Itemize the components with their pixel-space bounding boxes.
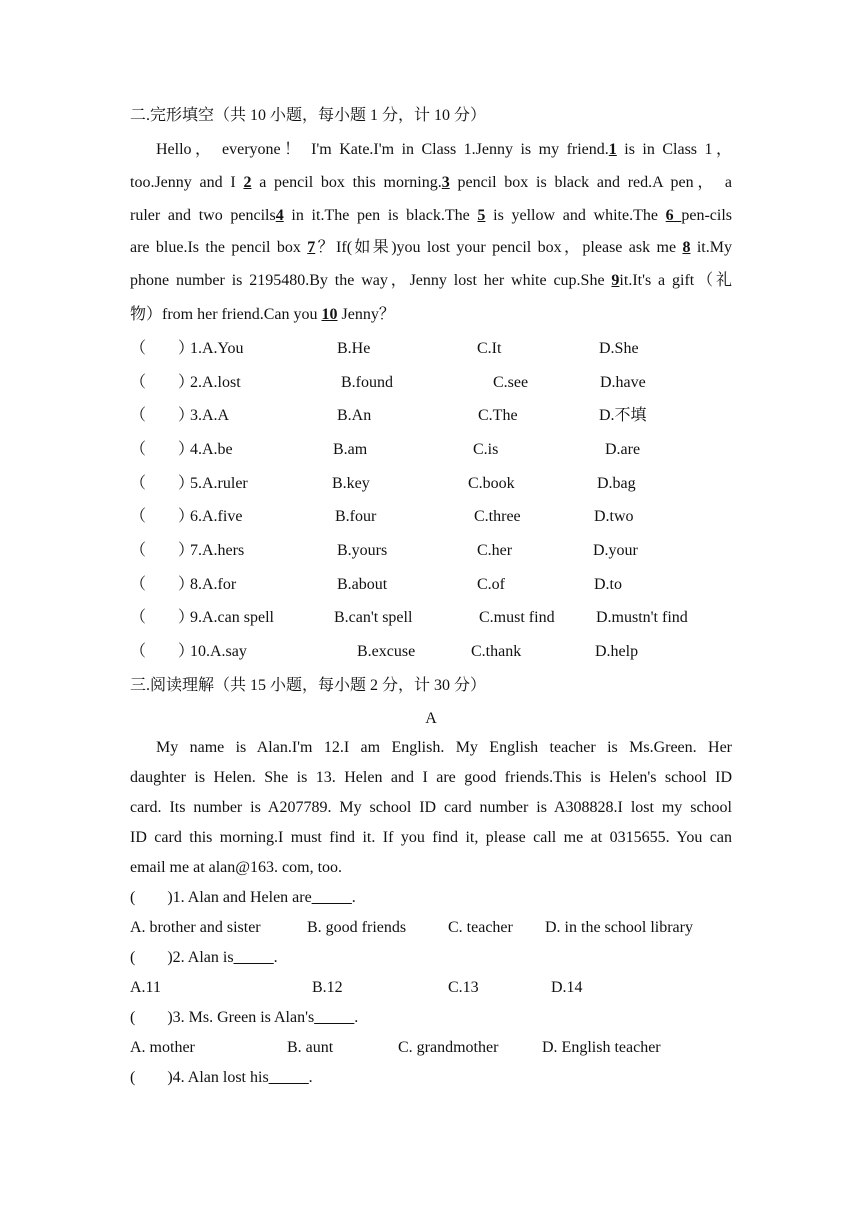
cloze-passage-line-2: too.Jenny and I 2 a pencil box this morning.3 pencil box is black and red.A pen， a <box>130 174 733 191</box>
option-d: D.to <box>594 576 622 593</box>
option-b: B.excuse <box>357 643 416 660</box>
option-a: A.11 <box>130 979 161 996</box>
reading-question-4: ( )4. Alan lost his_____. <box>130 1069 313 1086</box>
cloze-passage-line-1: Hello， everyone！ I'm Kate.I'm in Class 1.Jenny is my friend.1 is in Class 1， <box>156 141 732 158</box>
option-a: 9.A.can spell <box>190 609 274 626</box>
cloze-passage-line-6: 物）from her friend.Can you 10 Jenny？ <box>130 306 395 323</box>
option-c: C.The <box>478 407 518 424</box>
passage-label: A <box>425 710 437 727</box>
option-a: 6.A.five <box>190 508 243 525</box>
option-d: D.不填 <box>599 407 647 424</box>
cloze-passage-line-4: are blue.Is the pencil box 7？If(如果)you lost your pencil box，please ask me 8 it.My <box>130 239 732 256</box>
answer-paren: （ ） <box>130 340 195 357</box>
section-heading-reading: 三.阅读理解（共 15 小题，每小题 2 分，计 30 分） <box>130 677 487 694</box>
option-b: B.found <box>341 374 393 391</box>
option-d: D.two <box>594 508 634 525</box>
cloze-passage-line-3: ruler and two pencils4 in it.The pen is black.The 5 is yellow and white.The 6 pen-cils <box>130 207 733 224</box>
option-c: C. teacher <box>448 919 513 936</box>
answer-paren: （ ） <box>130 508 195 525</box>
reading-passage-line-4: ID card this morning.I must find it. If you find it, please call me at 0315655. You can <box>130 829 732 846</box>
option-c: C.of <box>477 576 505 593</box>
option-d: D.help <box>595 643 639 660</box>
option-d: D.are <box>605 441 641 458</box>
option-c: C.thank <box>471 643 522 660</box>
reading-passage-line-5: email me at alan@163. com, too. <box>130 859 343 876</box>
option-c: C.is <box>473 441 499 458</box>
option-b: B.An <box>337 407 372 424</box>
option-c: C.It <box>477 340 502 357</box>
option-d: D.She <box>599 340 639 357</box>
blank-8: 8 <box>682 239 691 256</box>
option-c: C.must find <box>479 609 555 626</box>
blank-4: 4 <box>275 207 284 224</box>
option-a: 7.A.hers <box>190 542 245 559</box>
blank-1: 1 <box>608 141 617 158</box>
reading-question-2: ( )2. Alan is_____. <box>130 949 278 966</box>
section-heading-cloze: 二.完形填空（共 10 小题，每小题 1 分，计 10 分） <box>130 107 487 124</box>
reading-passage-line-3: card. Its number is A207789. My school ID card number is A308828.I lost my school <box>130 799 732 816</box>
blank-2: 2 <box>243 174 252 191</box>
option-d: D.mustn't find <box>596 609 688 626</box>
reading-passage-line-2: daughter is Helen. She is 13. Helen and I are good friends.This is Helen's school ID <box>130 769 732 786</box>
option-b: B.am <box>333 441 368 458</box>
answer-paren: （ ） <box>130 374 195 391</box>
option-a: A. brother and sister <box>130 919 261 936</box>
answer-paren: （ ） <box>130 441 195 458</box>
answer-blank: _____ <box>233 949 274 966</box>
option-a: 3.A.A <box>190 407 230 424</box>
answer-blank: _____ <box>311 889 352 906</box>
blank-5: 5 <box>477 207 486 224</box>
option-c: C.three <box>474 508 521 525</box>
option-c: C. grandmother <box>398 1039 499 1056</box>
option-b: B.12 <box>312 979 343 996</box>
answer-paren: （ ） <box>130 475 195 492</box>
option-b: B. good friends <box>307 919 407 936</box>
blank-6: 6 <box>665 207 682 224</box>
option-a: 8.A.for <box>190 576 237 593</box>
option-a: 4.A.be <box>190 441 233 458</box>
option-a: A. mother <box>130 1039 195 1056</box>
option-b: B. aunt <box>287 1039 334 1056</box>
option-c: C.see <box>493 374 529 391</box>
option-a: 2.A.lost <box>190 374 241 391</box>
blank-10: 10 <box>321 306 338 323</box>
reading-question-3: ( )3. Ms. Green is Alan's_____. <box>130 1009 359 1026</box>
option-a: 5.A.ruler <box>190 475 248 492</box>
blank-3: 3 <box>441 174 450 191</box>
option-b: B.yours <box>337 542 388 559</box>
option-d: D.bag <box>597 475 636 492</box>
answer-paren: （ ） <box>130 643 195 660</box>
option-d: D. in the school library <box>545 919 693 936</box>
option-b: B.can't spell <box>334 609 413 626</box>
reading-passage-line-1: My name is Alan.I'm 12.I am English. My English teacher is Ms.Green. Her <box>156 739 732 756</box>
option-d: D. English teacher <box>542 1039 661 1056</box>
option-d: D.have <box>600 374 646 391</box>
answer-paren: （ ） <box>130 407 195 424</box>
blank-7: 7 <box>307 239 316 256</box>
answer-paren: （ ） <box>130 609 195 626</box>
option-b: B.key <box>332 475 370 492</box>
option-d: D.your <box>593 542 638 559</box>
reading-question-1: ( )1. Alan and Helen are_____. <box>130 889 356 906</box>
option-c: C.book <box>468 475 515 492</box>
option-a: 1.A.You <box>190 340 244 357</box>
option-c: C.13 <box>448 979 479 996</box>
blank-9: 9 <box>611 272 620 289</box>
answer-blank: _____ <box>268 1069 309 1086</box>
cloze-passage-line-5: phone number is 2195480.By the way，Jenny lost her white cup.She 9it.It's a gift（礼 <box>130 272 732 289</box>
option-b: B.He <box>337 340 371 357</box>
option-c: C.her <box>477 542 513 559</box>
option-d: D.14 <box>551 979 583 996</box>
answer-paren: （ ） <box>130 542 195 559</box>
option-b: B.four <box>335 508 377 525</box>
answer-blank: _____ <box>314 1009 355 1026</box>
answer-paren: （ ） <box>130 576 195 593</box>
option-b: B.about <box>337 576 388 593</box>
option-a: 10.A.say <box>190 643 247 660</box>
